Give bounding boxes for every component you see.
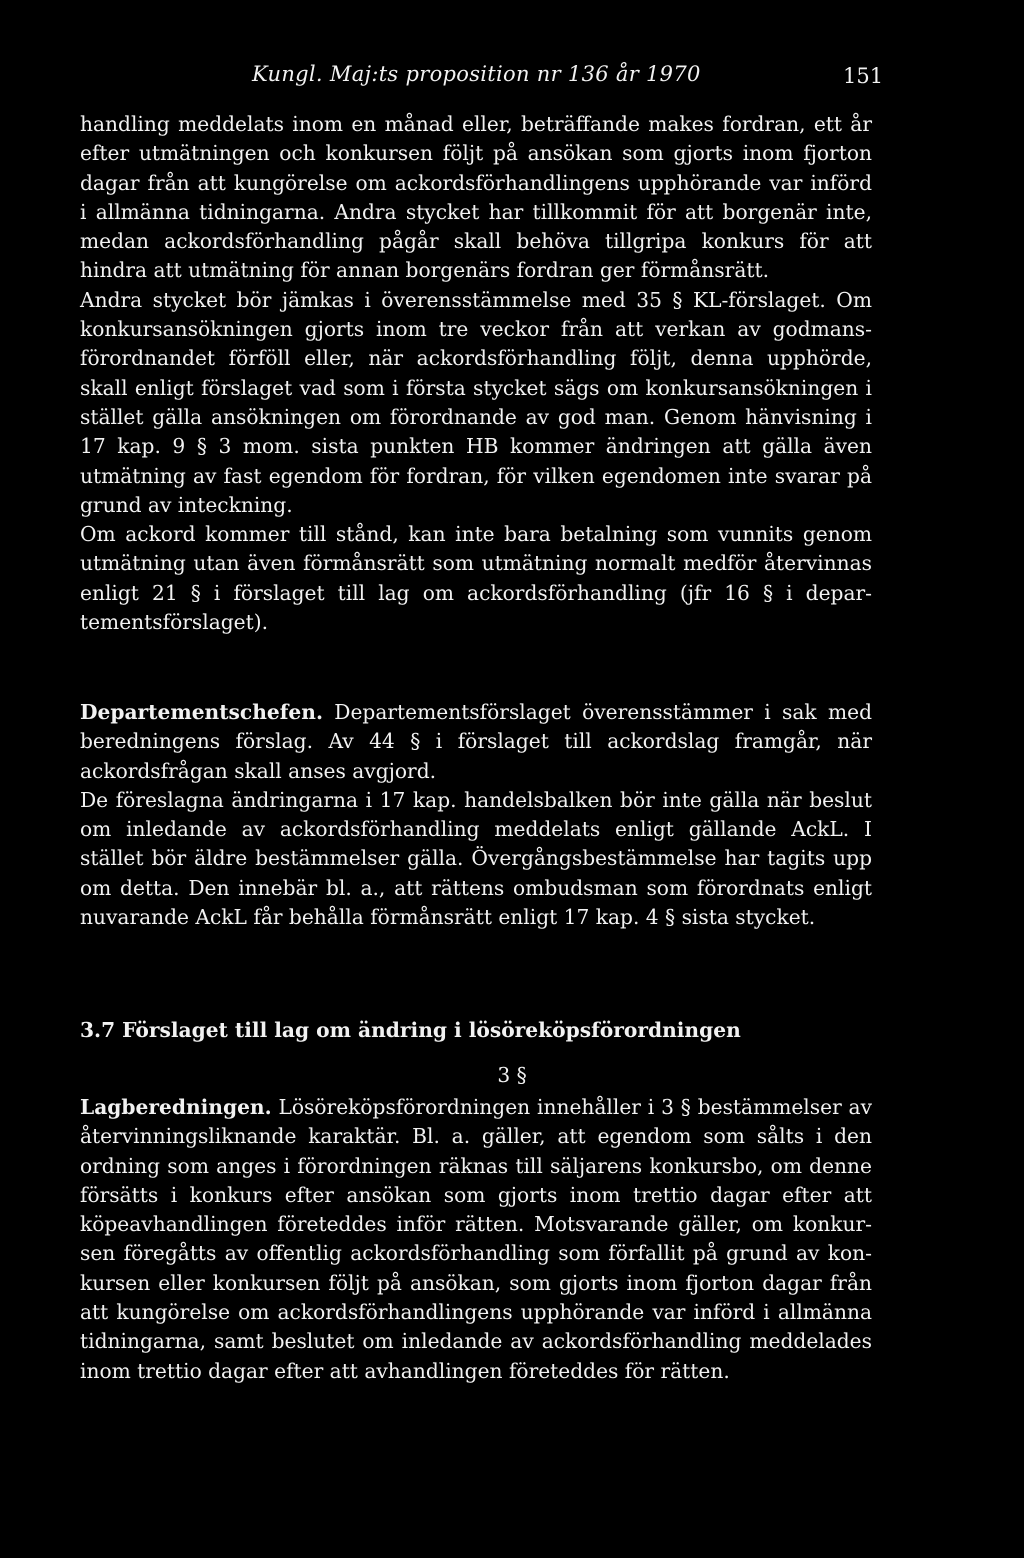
paragraph: handling meddelats inom en månad eller, beträffande makes fordran, ett år efter utmätningen och konkursen följt på ansökan som gjorts inom fjorton dagar från att kungörelse om ackordsförhandlingens upphörande var införd i allmänna tidningarna. Andra stycket har tillkommit för att borgenär inte, medan ackordsförhandling pågår skall behöva tillgripa konkurs för att hindra att utmätning för annan borgenärs fordran ger förmånsrätt. <box>80 112 872 283</box>
section-departementschefen <box>80 698 872 932</box>
section-heading: 3.7 Förslaget till lag om ändring i lösöreköpsförordningen <box>80 1018 741 1042</box>
paragraph: Andra stycket bör jämkas i överensstämmelse med 35 § KL-förslaget. Om konkursansökningen gjorts inom tre veckor från att verkan av godmansförordnandet förföll eller, när ackordsförhandling följt, denna upphörde, skall enligt förslaget vad som i första stycket sägs om konkursansökningen i stället gälla ansökningen om förordnande av god man. Genom hänvisning i 17 kap. 9 § 3 mom. sista punkten HB kommer ändringen att gälla även utmätning av fast egendom för fordran, för vilken egendomen inte svarar på grund av inteckning. <box>80 287 872 517</box>
paragraph-marker: 3 § <box>497 1063 527 1087</box>
page-number: 151 <box>843 64 884 88</box>
paragraph: Om ackord kommer till stånd, kan inte bara betalning som vunnits genom utmätning utan även förmånsrätt som utmätning normalt medför återvinnas enligt 21 § i förslaget till lag om ackordsförhandling (jfr 16 § i departementsförslaget). <box>80 522 872 635</box>
paragraph: De föreslagna ändringarna i 17 kap. handelsbalken bör inte gälla när beslut om inledande av ackordsförhandling meddelats enligt gällande AckL. I stället bör äldre bestämmelser gälla. Övergångsbestämmelse har tagits upp om detta. Den innebär bl. a., att rättens ombudsman som förordnats enligt nuvarande AckL får behålla förmånsrätt enligt 17 kap. 4 § sista stycket. <box>80 787 872 930</box>
page-header <box>0 62 1024 102</box>
paragraph-text: Lösöreköpsförordningen innehåller i 3 § bestämmelser av återvinningsliknande karaktär. Bl. a. gäller, att egendom som sålts i den ordning som anges i förordningen räknas till säljarens konkursbo, om denne försätts i konkurs efter ansökan som gjorts inom trettio dagar efter att köpeavhandlingen företeddes inför rätten. Motsvarande gäller, om konkursen föregåtts av offentlig ackordsförhandling som förfallit på grund av konkursen eller konkursen följt på ansökan, som gjorts inom fjorton dagar från att kungörelse om ackordsförhandlingens upphörande var införd i allmänna tidningarna, samt beslutet om inledande av ackordsförhandling meddelades inom trettio dagar efter att avhandlingen företeddes för rätten. <box>80 1095 872 1383</box>
paragraph-lead: Lagberedningen. <box>80 1095 272 1119</box>
paragraph <box>80 698 872 786</box>
section-lagberedningen <box>80 1093 872 1386</box>
running-title: Kungl. Maj:ts proposition nr 136 år 1970 <box>252 62 701 86</box>
paragraph-text: Departementsförslaget överensstämmer i sak med beredningens förslag. Av 44 § i förslaget till ackordslag framgår, när ackordsfrågan skall anses avgjord. <box>80 700 872 783</box>
section-a <box>80 110 872 637</box>
paragraph <box>80 1093 872 1386</box>
paragraph-lead: Departementschefen. <box>80 700 323 724</box>
